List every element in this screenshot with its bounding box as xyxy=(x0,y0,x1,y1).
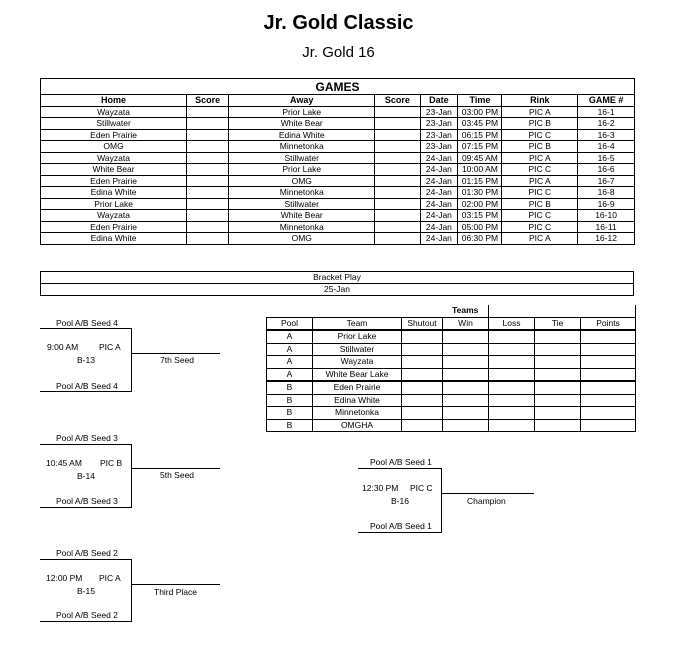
game-cell-time: 09:45 AM xyxy=(458,152,502,164)
team-stat-cell xyxy=(402,394,443,407)
game-cell-away: OMG xyxy=(229,233,375,245)
bracket-time: 9:00 AM xyxy=(47,342,79,352)
bracket-game-id: B-16 xyxy=(391,496,409,506)
team-stat-cell xyxy=(581,419,636,432)
team-stat-cell xyxy=(535,381,581,394)
game-cell-rink: PIC A xyxy=(502,152,578,164)
team-stat-cell xyxy=(489,343,535,356)
game-cell-away: OMG xyxy=(229,175,375,187)
team-cell-pool: B xyxy=(267,407,313,420)
game-cell-game: 16-8 xyxy=(578,187,635,199)
game-cell-time: 01:15 PM xyxy=(458,175,502,187)
bracket-seed-bottom: Pool A/B Seed 3 xyxy=(56,496,118,506)
team-stat-cell xyxy=(535,343,581,356)
bracket-game-id: B-13 xyxy=(77,355,95,365)
game-cell-home: Prior Lake xyxy=(41,198,187,210)
game-cell-hscore xyxy=(187,129,229,141)
game-cell-rink: PIC C xyxy=(502,221,578,233)
game-cell-ascore xyxy=(375,187,420,199)
game-row xyxy=(41,175,635,187)
team-stat-cell xyxy=(489,356,535,369)
game-cell-date: 23-Jan xyxy=(420,141,458,153)
bracket-line xyxy=(40,559,132,560)
team-stat-cell xyxy=(402,419,443,432)
games-table xyxy=(40,78,635,245)
team-stat-cell xyxy=(402,356,443,369)
bracket-result: 7th Seed xyxy=(160,355,195,365)
games-column-header: Away xyxy=(229,95,375,107)
game-cell-away: Minnetonka xyxy=(229,187,375,199)
games-column-header: Date xyxy=(420,95,458,107)
game-cell-rink: PIC C xyxy=(502,187,578,199)
game-cell-ascore xyxy=(375,198,420,210)
game-cell-time: 03:45 PM xyxy=(458,118,502,130)
team-row xyxy=(267,407,636,420)
team-cell-pool: B xyxy=(267,394,313,407)
team-cell-team: Edina White xyxy=(313,394,402,407)
game-cell-ascore xyxy=(375,141,420,153)
bracket-seed-bottom: Pool A/B Seed 1 xyxy=(370,521,432,531)
games-column-header: GAME # xyxy=(578,95,635,107)
team-row xyxy=(267,381,636,394)
teams-column-header: Tie xyxy=(535,317,581,330)
team-stat-cell xyxy=(443,368,489,381)
page-title: Jr. Gold Classic xyxy=(263,12,414,34)
game-cell-hscore xyxy=(187,187,229,199)
game-cell-time: 03:15 PM xyxy=(458,210,502,222)
team-stat-cell xyxy=(402,407,443,420)
team-row xyxy=(267,368,636,381)
game-cell-rink: PIC C xyxy=(502,164,578,176)
game-cell-rink: PIC B xyxy=(502,118,578,130)
teams-title: Teams xyxy=(443,305,489,317)
team-cell-team: Prior Lake xyxy=(313,330,402,343)
game-cell-date: 23-Jan xyxy=(420,118,458,130)
game-cell-home: Edina White xyxy=(41,187,187,199)
team-stat-cell xyxy=(581,368,636,381)
game-cell-ascore xyxy=(375,221,420,233)
bracket-seed-top: Pool A/B Seed 2 xyxy=(56,548,118,558)
game-cell-hscore xyxy=(187,210,229,222)
game-cell-date: 24-Jan xyxy=(420,233,458,245)
team-stat-cell xyxy=(581,356,636,369)
team-stat-cell xyxy=(443,356,489,369)
game-cell-ascore xyxy=(375,106,420,118)
games-column-header: Home xyxy=(41,95,187,107)
game-cell-game: 16-2 xyxy=(578,118,635,130)
bracket-seed-bottom: Pool A/B Seed 2 xyxy=(56,610,118,620)
game-cell-game: 16-12 xyxy=(578,233,635,245)
team-stat-cell xyxy=(581,343,636,356)
team-stat-cell xyxy=(489,394,535,407)
game-cell-hscore xyxy=(187,164,229,176)
team-cell-team: Stillwater xyxy=(313,343,402,356)
bracket-game-id: B-15 xyxy=(77,586,95,596)
bracket-line xyxy=(441,493,534,494)
game-cell-away: White Bear xyxy=(229,210,375,222)
bracket-time: 12:30 PM xyxy=(362,483,399,493)
game-cell-time: 02:00 PM xyxy=(458,198,502,210)
bracket-time: 12:00 PM xyxy=(46,573,83,583)
bracket-line xyxy=(131,468,220,469)
game-cell-time: 05:00 PM xyxy=(458,221,502,233)
game-cell-ascore xyxy=(375,152,420,164)
games-title: GAMES xyxy=(41,79,635,95)
games-column-header: Rink xyxy=(502,95,578,107)
game-cell-game: 16-1 xyxy=(578,106,635,118)
bracket-line xyxy=(131,584,220,585)
game-row xyxy=(41,221,635,233)
team-cell-team: OMGHA xyxy=(313,419,402,432)
bracket-rink: PIC C xyxy=(410,483,433,493)
team-stat-cell xyxy=(535,407,581,420)
team-stat-cell xyxy=(402,330,443,343)
game-cell-rink: PIC A xyxy=(502,106,578,118)
game-cell-hscore xyxy=(187,233,229,245)
game-cell-home: Wayzata xyxy=(41,152,187,164)
bracket-line xyxy=(358,532,442,533)
bracket-rink: PIC A xyxy=(99,342,121,352)
game-cell-home: Edina White xyxy=(41,233,187,245)
game-cell-home: Wayzata xyxy=(41,210,187,222)
game-row xyxy=(41,152,635,164)
bracket-line xyxy=(358,468,442,469)
team-stat-cell xyxy=(402,343,443,356)
bracket-seed-bottom: Pool A/B Seed 4 xyxy=(56,381,118,391)
game-cell-away: White Bear xyxy=(229,118,375,130)
bracket-rink: PIC B xyxy=(100,458,123,468)
game-cell-time: 10:00 AM xyxy=(458,164,502,176)
game-cell-away: Edina White xyxy=(229,129,375,141)
team-stat-cell xyxy=(489,407,535,420)
team-stat-cell xyxy=(535,394,581,407)
game-cell-hscore xyxy=(187,221,229,233)
bracket-line xyxy=(40,507,132,508)
game-cell-ascore xyxy=(375,118,420,130)
team-stat-cell xyxy=(443,381,489,394)
team-row xyxy=(267,343,636,356)
game-cell-date: 24-Jan xyxy=(420,221,458,233)
game-cell-home: Eden Prairie xyxy=(41,175,187,187)
game-cell-away: Prior Lake xyxy=(229,164,375,176)
bracket-time: 10:45 AM xyxy=(46,458,82,468)
teams-column-header: Team xyxy=(313,317,402,330)
team-cell-team: Wayzata xyxy=(313,356,402,369)
bracket-result: 5th Seed xyxy=(160,470,195,480)
bracket-rink: PIC A xyxy=(99,573,121,583)
game-cell-time: 07:15 PM xyxy=(458,141,502,153)
game-cell-away: Stillwater xyxy=(229,152,375,164)
game-cell-hscore xyxy=(187,106,229,118)
game-cell-ascore xyxy=(375,129,420,141)
game-cell-date: 23-Jan xyxy=(420,106,458,118)
game-cell-ascore xyxy=(375,210,420,222)
game-cell-away: Stillwater xyxy=(229,198,375,210)
team-stat-cell xyxy=(402,368,443,381)
game-cell-time: 06:15 PM xyxy=(458,129,502,141)
team-stat-cell xyxy=(443,343,489,356)
game-cell-rink: PIC C xyxy=(502,129,578,141)
game-cell-ascore xyxy=(375,164,420,176)
game-cell-game: 16-6 xyxy=(578,164,635,176)
bracket-result: Champion xyxy=(467,496,506,506)
team-stat-cell xyxy=(535,368,581,381)
bracket-seed-top: Pool A/B Seed 3 xyxy=(56,433,118,443)
team-cell-team: Minnetonka xyxy=(313,407,402,420)
game-cell-hscore xyxy=(187,152,229,164)
bracket-play-date: 25-Jan xyxy=(41,284,634,296)
game-row xyxy=(41,198,635,210)
teams-column-header: Win xyxy=(443,317,489,330)
page-subtitle: Jr. Gold 16 xyxy=(302,44,375,61)
team-stat-cell xyxy=(535,356,581,369)
bracket-seed-top: Pool A/B Seed 4 xyxy=(56,318,118,328)
game-row xyxy=(41,187,635,199)
team-row xyxy=(267,419,636,432)
game-cell-time: 03:00 PM xyxy=(458,106,502,118)
teams-column-header: Loss xyxy=(489,317,535,330)
game-cell-home: Stillwater xyxy=(41,118,187,130)
team-stat-cell xyxy=(443,419,489,432)
bracket-line xyxy=(131,353,220,354)
game-cell-home: Eden Prairie xyxy=(41,221,187,233)
game-row xyxy=(41,164,635,176)
team-stat-cell xyxy=(402,381,443,394)
team-cell-team: Eden Prairie xyxy=(313,381,402,394)
team-cell-pool: B xyxy=(267,381,313,394)
games-column-header: Score xyxy=(375,95,420,107)
bracket-play-box xyxy=(40,271,634,296)
bracket-line xyxy=(40,391,132,392)
game-cell-time: 06:30 PM xyxy=(458,233,502,245)
bracket-line xyxy=(131,328,132,392)
bracket-line xyxy=(131,444,132,508)
game-cell-hscore xyxy=(187,175,229,187)
game-cell-away: Minnetonka xyxy=(229,221,375,233)
game-cell-ascore xyxy=(375,233,420,245)
bracket-play-label: Bracket Play xyxy=(41,272,634,284)
game-row xyxy=(41,141,635,153)
game-row xyxy=(41,210,635,222)
game-cell-home: OMG xyxy=(41,141,187,153)
games-column-header: Score xyxy=(187,95,229,107)
team-stat-cell xyxy=(489,381,535,394)
game-cell-rink: PIC B xyxy=(502,198,578,210)
game-cell-date: 24-Jan xyxy=(420,152,458,164)
team-stat-cell xyxy=(443,407,489,420)
game-row xyxy=(41,118,635,130)
team-row xyxy=(267,356,636,369)
team-stat-cell xyxy=(489,419,535,432)
bracket-line xyxy=(40,621,132,622)
game-cell-game: 16-7 xyxy=(578,175,635,187)
bracket-line xyxy=(40,444,132,445)
team-stat-cell xyxy=(581,407,636,420)
game-cell-game: 16-5 xyxy=(578,152,635,164)
game-cell-rink: PIC C xyxy=(502,210,578,222)
team-stat-cell xyxy=(535,419,581,432)
game-cell-hscore xyxy=(187,118,229,130)
teams-column-header: Pool xyxy=(267,317,313,330)
game-cell-hscore xyxy=(187,198,229,210)
team-stat-cell xyxy=(535,330,581,343)
game-cell-date: 24-Jan xyxy=(420,187,458,199)
game-cell-hscore xyxy=(187,141,229,153)
game-cell-away: Minnetonka xyxy=(229,141,375,153)
game-cell-rink: PIC A xyxy=(502,175,578,187)
games-column-header: Time xyxy=(458,95,502,107)
team-row xyxy=(267,330,636,343)
game-cell-game: 16-9 xyxy=(578,198,635,210)
game-cell-home: Eden Prairie xyxy=(41,129,187,141)
team-stat-cell xyxy=(489,330,535,343)
game-cell-rink: PIC B xyxy=(502,141,578,153)
team-row xyxy=(267,394,636,407)
bracket-result: Third Place xyxy=(154,587,197,597)
bracket-line xyxy=(131,559,132,622)
bracket-game-id: B-14 xyxy=(77,471,95,481)
team-cell-team: White Bear Lake xyxy=(313,368,402,381)
game-cell-date: 23-Jan xyxy=(420,129,458,141)
game-cell-game: 16-10 xyxy=(578,210,635,222)
team-cell-pool: A xyxy=(267,330,313,343)
team-cell-pool: A xyxy=(267,356,313,369)
bracket-line xyxy=(40,328,132,329)
game-cell-date: 24-Jan xyxy=(420,175,458,187)
game-cell-date: 24-Jan xyxy=(420,164,458,176)
game-cell-away: Prior Lake xyxy=(229,106,375,118)
game-cell-time: 01:30 PM xyxy=(458,187,502,199)
teams-column-header: Points xyxy=(581,317,636,330)
team-stat-cell xyxy=(443,394,489,407)
team-cell-pool: A xyxy=(267,368,313,381)
game-cell-date: 24-Jan xyxy=(420,210,458,222)
game-cell-rink: PIC A xyxy=(502,233,578,245)
bracket-seed-top: Pool A/B Seed 1 xyxy=(370,457,432,467)
teams-column-header: Shutout xyxy=(402,317,443,330)
team-stat-cell xyxy=(581,381,636,394)
bracket-line xyxy=(441,468,442,533)
team-stat-cell xyxy=(489,368,535,381)
team-stat-cell xyxy=(581,394,636,407)
game-row xyxy=(41,106,635,118)
team-cell-pool: A xyxy=(267,343,313,356)
team-cell-pool: B xyxy=(267,419,313,432)
game-cell-ascore xyxy=(375,175,420,187)
game-cell-date: 24-Jan xyxy=(420,198,458,210)
team-stat-cell xyxy=(443,330,489,343)
game-cell-home: White Bear xyxy=(41,164,187,176)
game-cell-game: 16-3 xyxy=(578,129,635,141)
game-cell-game: 16-4 xyxy=(578,141,635,153)
game-cell-game: 16-11 xyxy=(578,221,635,233)
team-stat-cell xyxy=(581,330,636,343)
game-row xyxy=(41,233,635,245)
game-row xyxy=(41,129,635,141)
teams-table xyxy=(266,305,636,432)
game-cell-home: Wayzata xyxy=(41,106,187,118)
